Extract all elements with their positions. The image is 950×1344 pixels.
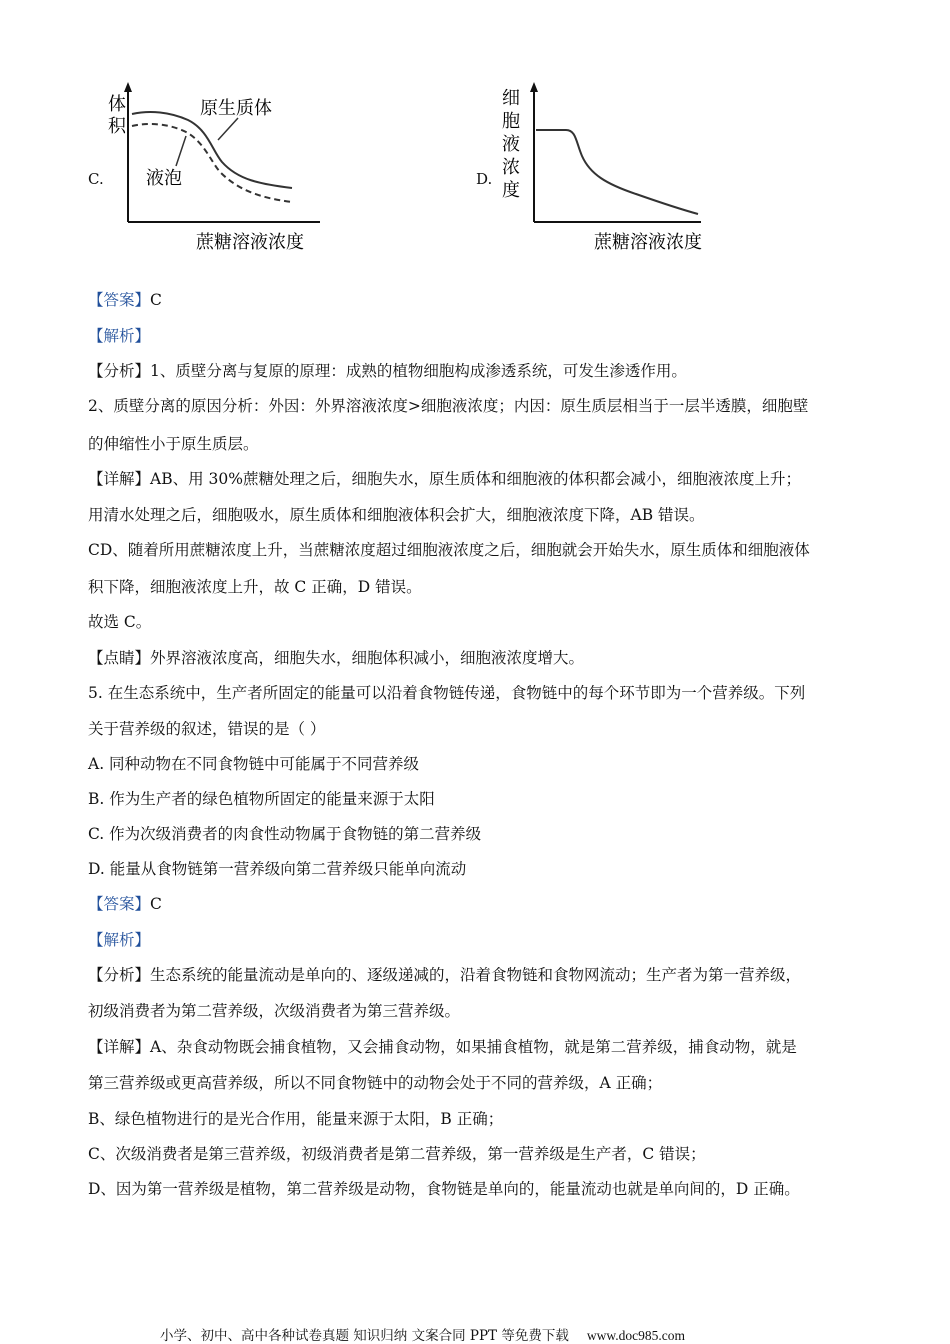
q4-line-4: 【详解】AB、用 30%蔗糖处理之后，细胞失水，原生质体和细胞液的体积都会减小，细胞液浓度上升； bbox=[88, 470, 801, 488]
figure-d-y-label-5: 度 bbox=[502, 180, 520, 201]
q5-option-a: A. 同种动物在不同食物链中可能属于不同营养级 bbox=[88, 755, 420, 773]
footer-url[interactable]: www.doc985.com bbox=[586, 1328, 685, 1343]
figure-c-vacuole-label: 液泡 bbox=[146, 168, 182, 189]
figure-c-y-arrow bbox=[124, 82, 132, 92]
q5-line-4: 第三营养级或更高营养级，所以不同食物链中的动物会处于不同的营养级，A 正确； bbox=[88, 1074, 663, 1092]
q5-line-1: 【分析】生态系统的能量流动是单向的、逐级递减的，沿着食物链和食物网流动；生产者为第一营养级， bbox=[88, 966, 802, 984]
figure-c-volume-chart bbox=[100, 80, 330, 260]
q4-line-3: 的伸缩性小于原生质层。 bbox=[88, 435, 259, 453]
page-footer bbox=[160, 1324, 685, 1344]
q4-answer-value: C bbox=[150, 291, 162, 309]
q4-line-7: 积下降，细胞液浓度上升，故 C 正确，D 错误。 bbox=[88, 578, 422, 596]
figure-c-protoplast-label: 原生质体 bbox=[200, 98, 272, 119]
q4-line-1: 【分析】1、质壁分离与复原的原理：成熟的植物细胞构成渗透系统，可发生渗透作用。 bbox=[88, 362, 687, 380]
q4-answer bbox=[88, 290, 162, 310]
q4-line-9: 【点睛】外界溶液浓度高，细胞失水，细胞体积减小，细胞液浓度增大。 bbox=[88, 649, 585, 667]
figure-c-y-label-1: 体 bbox=[108, 94, 126, 115]
q4-line-2: 2、质壁分离的原因分析：外因：外界溶液浓度>细胞液浓度；内因：原生质层相当于一层半透膜，细胞壁 bbox=[88, 397, 809, 415]
figure-d-y-arrow bbox=[530, 82, 538, 92]
q4-line-8: 故选 C。 bbox=[88, 613, 152, 631]
q5-answer bbox=[88, 894, 162, 914]
q4-line-5: 用清水处理之后，细胞吸水，原生质体和细胞液体积会扩大，细胞液浓度下降，AB 错误。 bbox=[88, 506, 705, 524]
figure-d-y-label-3: 液 bbox=[502, 134, 520, 155]
q4-answer-tag: 【答案】 bbox=[88, 291, 151, 309]
q5-option-c: C. 作为次级消费者的肉食性动物属于食物链的第二营养级 bbox=[88, 825, 482, 843]
figure-d-y-label-4: 浓 bbox=[502, 157, 520, 178]
figure-d-curve bbox=[536, 130, 698, 214]
figure-d-x-label: 蔗糖溶液浓度 bbox=[594, 232, 702, 253]
q5-line-6: C、次级消费者是第三营养级，初级消费者是第二营养级，第一营养级是生产者，C 错误； bbox=[88, 1145, 706, 1163]
q4-analysis-tag: 【解析】 bbox=[88, 327, 151, 345]
q5-analysis-tag: 【解析】 bbox=[88, 931, 151, 949]
q5-stem-line-2: 关于营养级的叙述，错误的是（ ） bbox=[88, 720, 326, 738]
q5-stem-line-1: 5. 在生态系统中，生产者所固定的能量可以沿着食物链传递，食物链中的每个环节即为一个营养级。下列 bbox=[88, 684, 806, 702]
figure-d-y-label-2: 胞 bbox=[502, 111, 520, 132]
figure-d-y-label-1: 细 bbox=[502, 88, 520, 109]
q5-answer-tag: 【答案】 bbox=[88, 895, 151, 913]
option-d-label: D. bbox=[476, 170, 493, 188]
q5-option-b: B. 作为生产者的绿色植物所固定的能量来源于太阳 bbox=[88, 790, 435, 808]
q4-line-6: CD、随着所用蔗糖浓度上升，当蔗糖浓度超过细胞液浓度之后，细胞就会开始失水，原生质体和细胞液体 bbox=[88, 541, 810, 559]
figure-c-protoplast-leader bbox=[218, 118, 238, 140]
figure-c-vacuole-curve bbox=[132, 124, 292, 202]
figure-c-x-label: 蔗糖溶液浓度 bbox=[196, 232, 304, 253]
q5-line-5: B、绿色植物进行的是光合作用，能量来源于太阳，B 正确； bbox=[88, 1110, 504, 1128]
figure-d-concentration-chart bbox=[496, 80, 726, 260]
figure-c-vacuole-leader bbox=[176, 136, 186, 166]
figure-c-y-label-2: 积 bbox=[108, 116, 126, 137]
q5-option-d: D. 能量从食物链第一营养级向第二营养级只能单向流动 bbox=[88, 860, 467, 878]
q5-line-3: 【详解】A、杂食动物既会捕食植物，又会捕食动物，如果捕食植物，就是第二营养级，捕食动物，就是 bbox=[88, 1038, 797, 1056]
footer-text: 小学、初中、高中各种试卷真题 知识归纳 文案合同 PPT 等免费下载 bbox=[160, 1328, 569, 1344]
q5-line-2: 初级消费者为第二营养级，次级消费者为第三营养级。 bbox=[88, 1002, 461, 1020]
option-c-label: C. bbox=[88, 170, 104, 188]
q5-line-7: D、因为第一营养级是植物，第二营养级是动物，食物链是单向的，能量流动也就是单向间的，D 正确。 bbox=[88, 1180, 800, 1198]
q5-answer-value: C bbox=[150, 895, 162, 913]
